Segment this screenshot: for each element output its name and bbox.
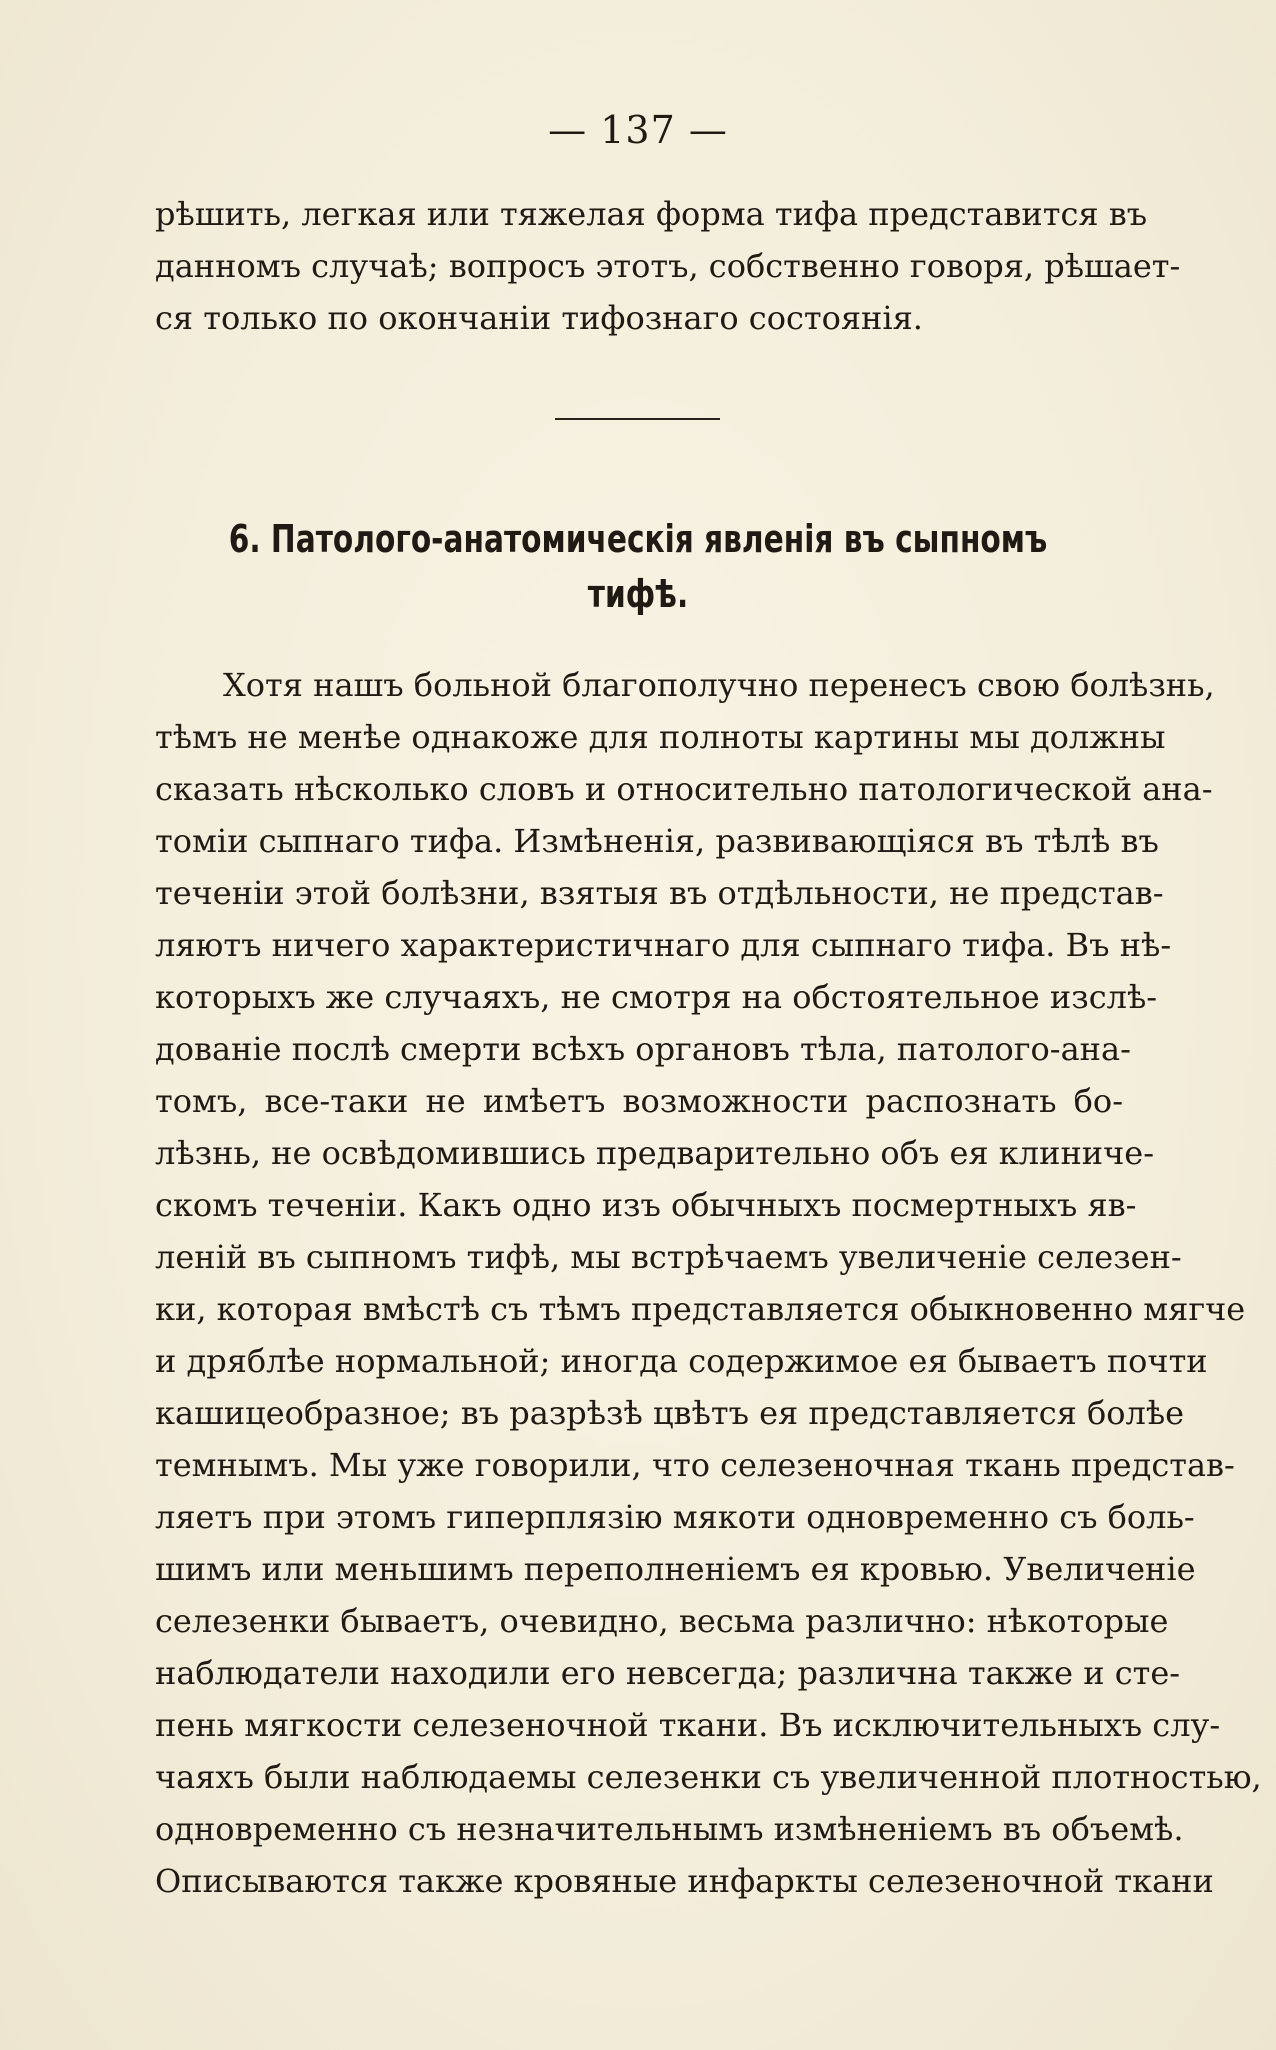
text-line: Хотя нашъ больной благополучно перенесъ свою болѣзнь, [223,666,1215,704]
text-line: данномъ случаѣ; вопросъ этотъ, собственно говоря, рѣшает- [155,247,1181,285]
text-line: ки, которая вмѣстѣ съ тѣмъ представляется обыкновенно мягче [155,1290,1246,1328]
body-paragraph [155,659,1262,1907]
text-line: и дряблѣе нормальной; иногда содержимое ея бываетъ почти [155,1342,1208,1380]
text-line: томъ, все-таки не имѣетъ возможности распознать бо- [155,1082,1123,1120]
text-line: лѣзнь, не освѣдомившись предварительно объ ея клиниче- [155,1134,1154,1172]
text-line: шимъ или меньшимъ переполненіемъ ея кровью. Увеличеніе [155,1550,1196,1588]
text-line: ляетъ при этомъ гиперплязію мякоти одновременно съ боль- [155,1498,1195,1536]
text-line: чаяхъ были наблюдаемы селезенки съ увеличенной плотностью, [155,1758,1262,1796]
section-heading: 6. Патолого-анатомическія явленія въ сыпномъ [228,517,1048,561]
text-line: кашицеобразное; въ разрѣзѣ цвѣтъ ея представляется болѣе [155,1394,1185,1432]
text-line: сказать нѣсколько словъ и относительно патологической ана- [155,770,1213,808]
text-line: которыхъ же случаяхъ, не смотря на обстоятельное изслѣ- [155,978,1158,1016]
intro-paragraph [155,188,1181,344]
text-line: темнымъ. Мы уже говорили, что селезеночная ткань представ- [155,1446,1235,1484]
text-line: наблюдатели находили его невсегда; различна также и сте- [155,1654,1181,1692]
text-line: пень мягкости селезеночной ткани. Въ исключительныхъ слу- [155,1706,1221,1744]
text-line: одновременно съ незначительнымъ измѣненіемъ въ объемѣ. [155,1810,1184,1848]
section-divider [555,418,720,420]
text-line: ляютъ ничего характеристичнаго для сыпнаго тифа. Въ нѣ- [155,926,1172,964]
text-line: Описываются также кровяные инфаркты селезеночной ткани [155,1862,1214,1900]
text-line: теченіи этой болѣзни, взятыя въ отдѣльности, не представ- [155,874,1164,912]
text-line: тѣмъ не менѣе однакоже для полноты картины мы должны [155,718,1166,756]
section-heading-continuation: тифѣ. [587,572,689,616]
text-line: селезенки бываетъ, очевидно, весьма различно: нѣкоторые [155,1602,1169,1640]
text-line: рѣшить, легкая или тяжелая форма тифа представится въ [155,195,1148,233]
text-line: дованіе послѣ смерти всѣхъ органовъ тѣла, патолого-ана- [155,1030,1131,1068]
page-number: — 137 — [548,108,728,152]
text-line: ся только по окончаніи тифознаго состоянія. [155,299,923,337]
text-line: томіи сыпнаго тифа. Измѣненія, развивающіяся въ тѣлѣ въ [155,822,1159,860]
text-line: скомъ теченіи. Какъ одно изъ обычныхъ посмертныхъ яв- [155,1186,1137,1224]
text-line: леній въ сыпномъ тифѣ, мы встрѣчаемъ увеличеніе селезен- [155,1238,1182,1276]
